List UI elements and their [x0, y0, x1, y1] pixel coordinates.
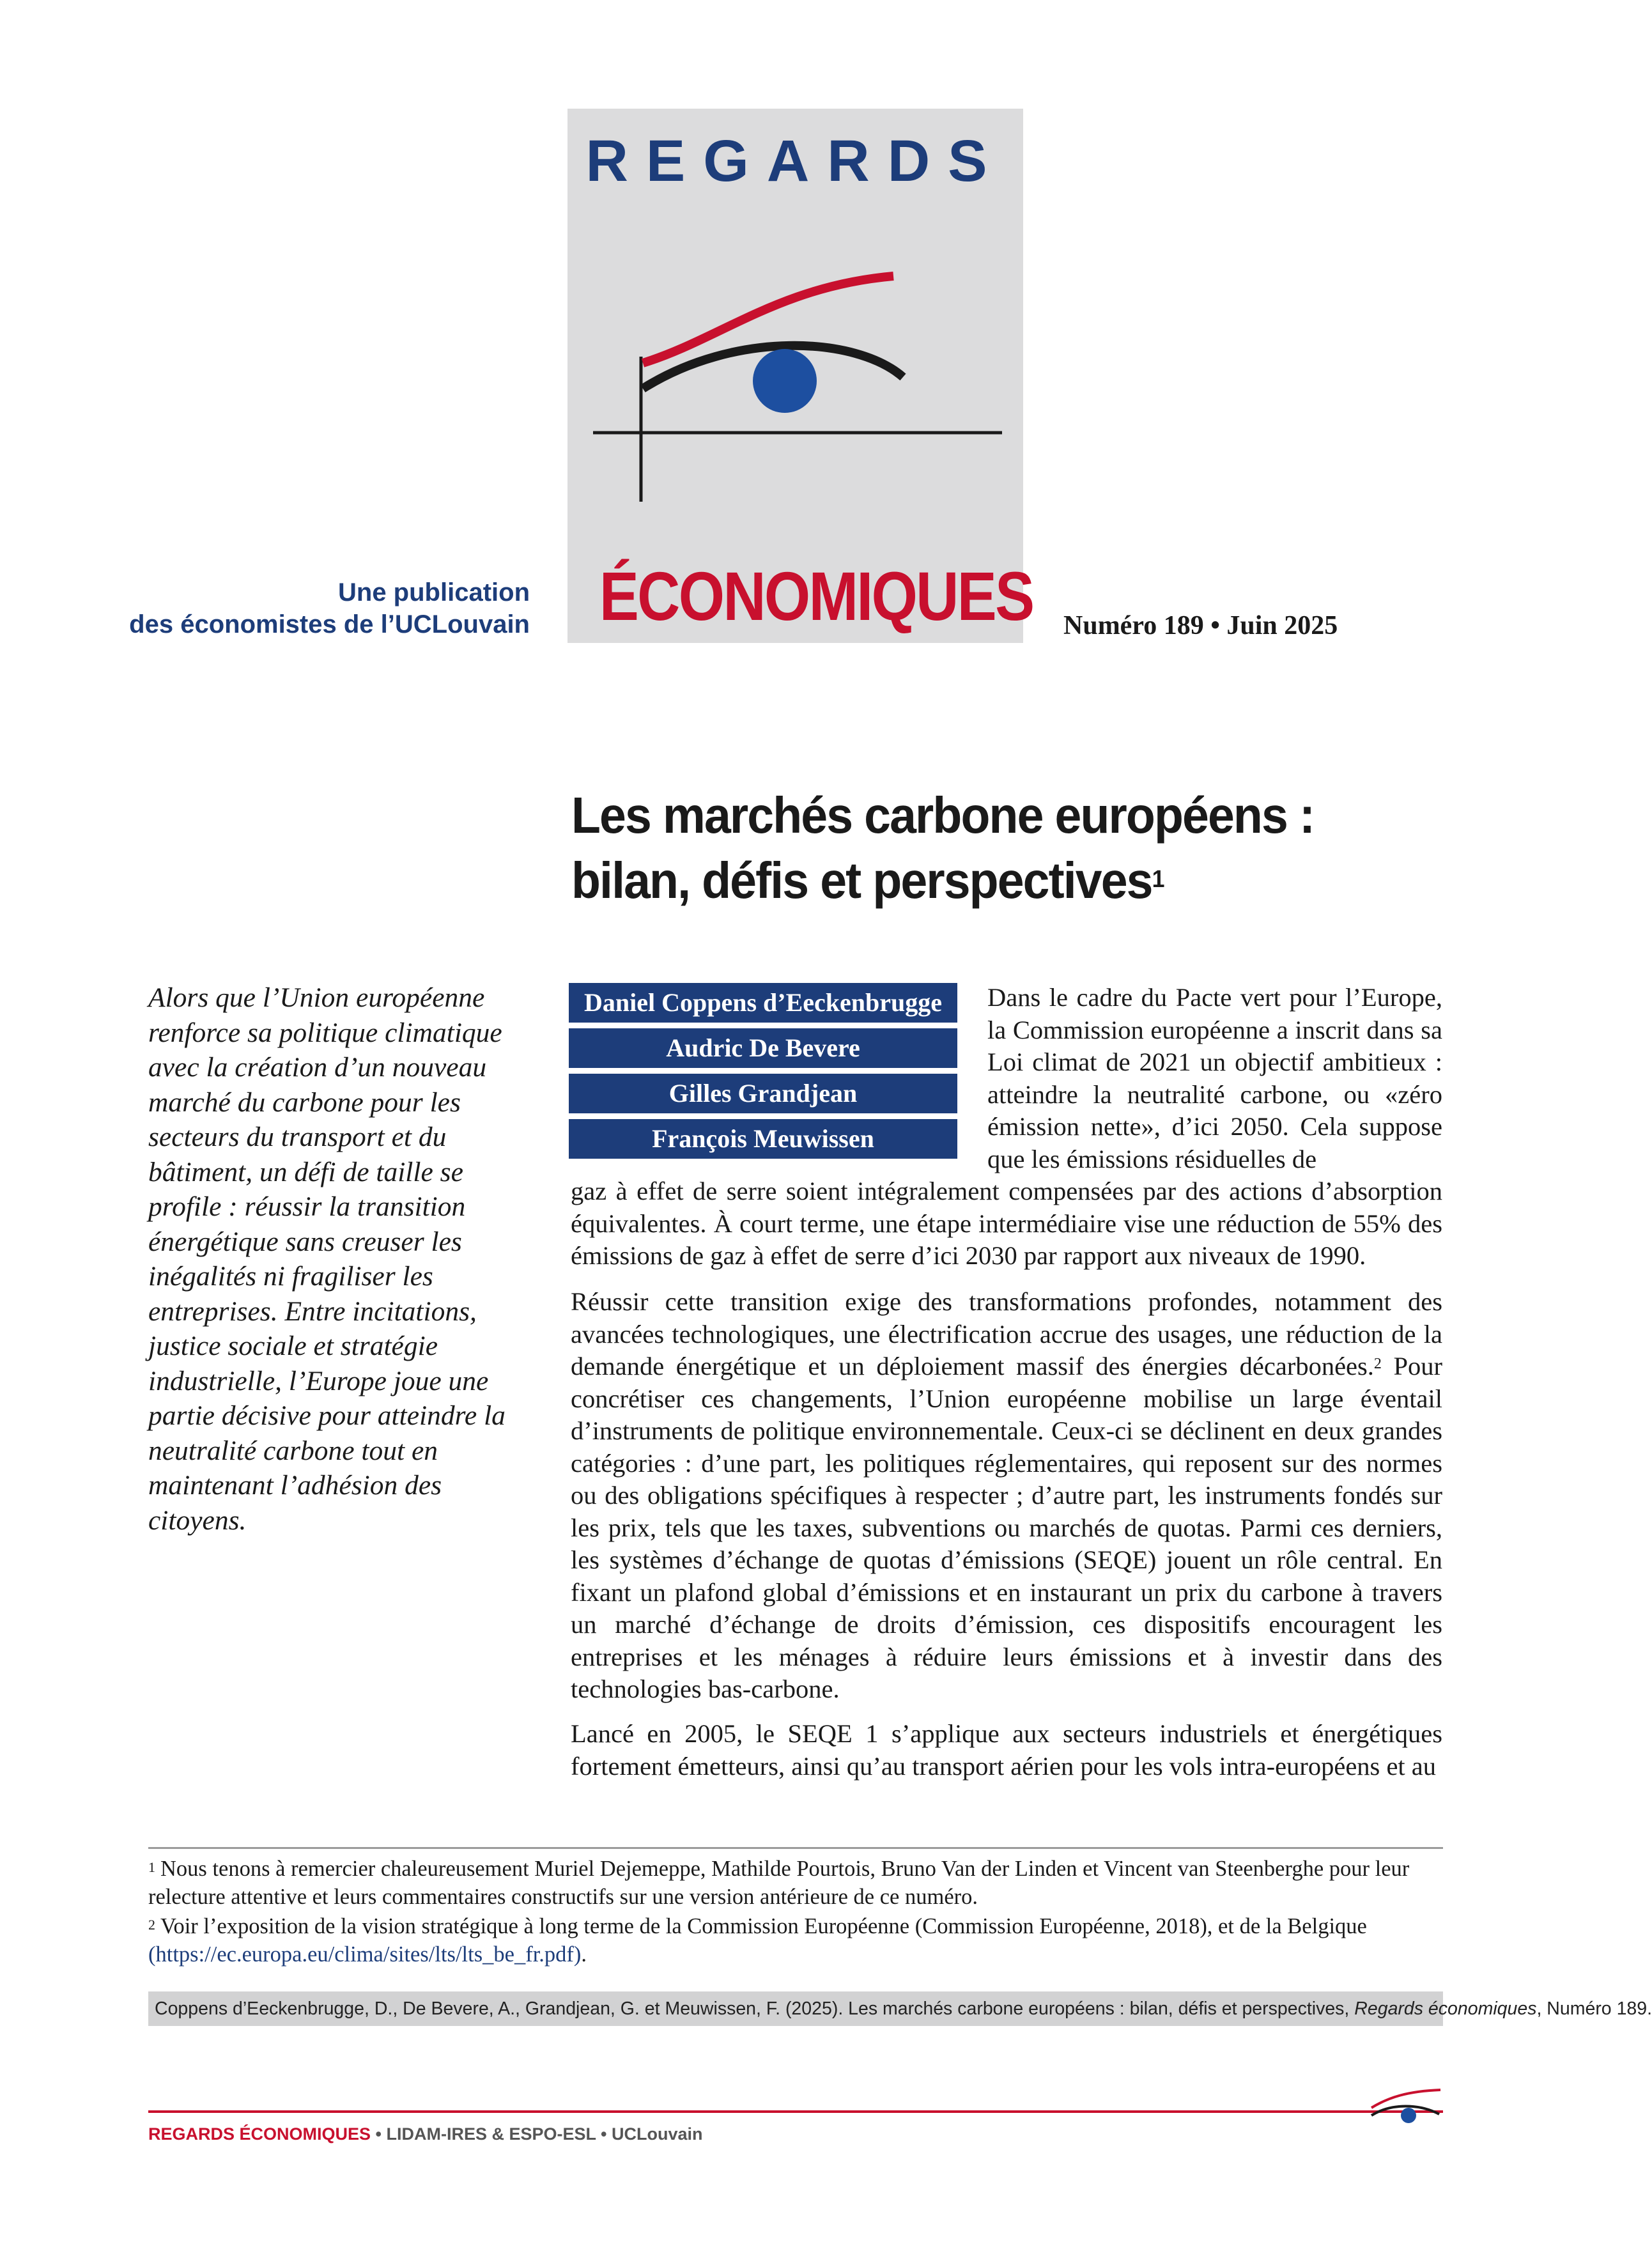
- title-line2: bilan, défis et perspectives: [571, 852, 1152, 909]
- author-list: [569, 983, 957, 1164]
- footnote-divider: [148, 1847, 1443, 1849]
- citation-box: [148, 1991, 1652, 2026]
- footnotes: [148, 1855, 1443, 1970]
- footnote-1-text: Nous tenons à remercier chaleureusement Muriel Dejemeppe, Mathilde Pourtois, Bruno Van der Linden et Vincent van Steenberghe pour leur relecture attentive et leurs commentaires constructifs sur une version antérieure de ce numéro.: [148, 1857, 1410, 1909]
- footnote-1-number: 1: [148, 1859, 155, 1875]
- footnote-2: [148, 1912, 1443, 1968]
- body-p2-start: Réussir cette transition exige des transformations profondes, notamment des avancées technologiques, une électrification accrue des usages, une réduction de la demande énergétique et un déploiement massif des énergies décarbonées.: [571, 1287, 1442, 1380]
- citation-journal: Regards économiques: [1354, 1998, 1537, 2019]
- footnote-ref-2[interactable]: 2: [1373, 1356, 1382, 1372]
- publisher-line1: Une publication: [338, 578, 530, 607]
- eye-logo-icon: [1369, 2084, 1443, 2135]
- body-paragraph-3: Lancé en 2005, le SEQE 1 s’applique aux secteurs industriels et énergétiques fortement émetteurs, ainsi qu’au transport aérien pour les vols intra-européens et au: [571, 1719, 1442, 1781]
- page-footer: [148, 2124, 703, 2144]
- masthead: [567, 109, 1033, 643]
- footnote-2-link[interactable]: (https://ec.europa.eu/clima/sites/lts/lts_be_fr.pdf): [148, 1942, 582, 1967]
- citation-text: Coppens d’Eeckenbrugge, D., De Bevere, A., Grandjean, G. et Meuwissen, F. (2025). Les marchés carbone européens : bilan, défis et perspectives,: [155, 1998, 1355, 2019]
- publisher-line2: des économistes de l’UCLouvain: [129, 610, 530, 638]
- author-name: Daniel Coppens d’Eeckenbrugge: [569, 983, 957, 1023]
- footer-brand: REGARDS ÉCONOMIQUES: [148, 2124, 371, 2144]
- author-name: François Meuwissen: [569, 1119, 957, 1159]
- footnote-2-text: Voir l’exposition de la vision stratégique à long terme de la Commission Européenne (Commission Européenne, 2018), et de la Belgique: [160, 1914, 1367, 1938]
- article-title: [571, 783, 1314, 913]
- title-line1: Les marchés carbone européens :: [571, 787, 1315, 844]
- footnote-2-number: 2: [148, 1917, 155, 1933]
- body-paragraph-1a: Dans le cadre du Pacte vert pour l’Europe, la Commission européenne a inscrit dans sa Loi climat de 2021 un objectif ambitieux : atteindre la neutralité carbone, ou «zéro émission nette», d’ici 2050. Cela suppose que les émissions résiduelles de: [987, 983, 1442, 1173]
- issue-number: Numéro 189 • Juin 2025: [1063, 611, 1338, 640]
- regards-logo-icon: [567, 236, 1023, 505]
- author-name: Gilles Grandjean: [569, 1074, 957, 1113]
- publisher-tagline: [129, 576, 530, 640]
- masthead-title: REGARDS: [585, 128, 1005, 194]
- body-p2-rest: Pour concrétiser ces changements, l’Union européenne mobilise un large éventail d’instruments de politique environnementale. Ceux-ci se déclinent en deux grandes catégories : d’une part, les politiques réglementaires, qui reposent sur des normes ou des obligations spécifiques à respecter ; d’autre part, les instruments fondés sur les prix, tels que les taxes, subventions ou marchés de quotas. Parmi ces derniers, les systèmes d’échange de quotas d’émissions (SEQE) jouent un rôle central. En fixant un plafond global d’émissions et en instaurant un prix du carbone à travers un marché d’échange de droits d’émission, ces dispositifs encouragent les entreprises et les ménages à réduire leurs émissions et à investir dans des technologies bas-carbone.: [571, 1352, 1442, 1703]
- abstract: Alors que l’Union européenne renforce sa politique climatique avec la création d’un nouveau marché du carbone pour les secteurs du transport et du bâtiment, un défi de taille se profile : réussir la transition énergétique sans creuser les inégalités ni fragiliser les entreprises. Entre incitations, justice sociale et stratégie industrielle, l’Europe joue une partie décisive pour atteindre la neutralité carbone tout en maintenant l’adhésion des citoyens.: [148, 982, 506, 1536]
- masthead-subtitle: ÉCONOMIQUES: [599, 557, 1033, 635]
- footer-affiliations: • LIDAM-IRES & ESPO-ESL • UCLouvain: [371, 2124, 703, 2144]
- footer-divider: [148, 2110, 1443, 2113]
- body-paragraph-1b: gaz à effet de serre soient intégralement compensées par des actions d’absorption équivalentes. À court terme, une étape intermédiaire vise une réduction de 55% des émissions de gaz à effet de serre d’ici 2030 par rapport aux niveaux de 1990.: [571, 1177, 1442, 1270]
- title-footnote-ref[interactable]: 1: [1152, 866, 1164, 893]
- body-paragraph-2: [571, 1286, 1442, 1706]
- citation-issue: , Numéro 189.: [1536, 1998, 1652, 2019]
- footnote-1: [148, 1855, 1443, 1911]
- author-name: Audric De Bevere: [569, 1028, 957, 1068]
- footnote-2-end: .: [581, 1942, 587, 1967]
